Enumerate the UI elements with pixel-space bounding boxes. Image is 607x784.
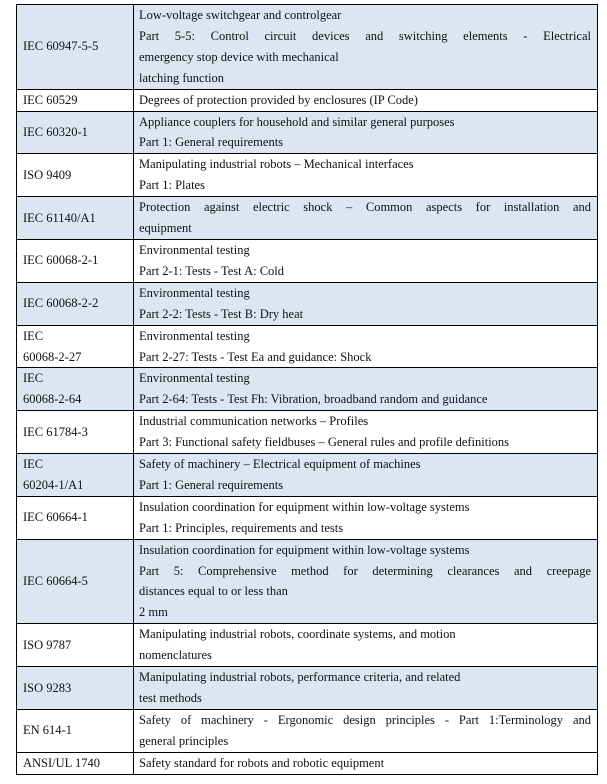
standard-description-line: Part 1: General requirements — [139, 135, 284, 150]
standard-code-cell — [17, 539, 134, 624]
standard-description-line: Part 1: Principles, requirements and tests — [139, 520, 344, 535]
standard-code-cell — [17, 239, 134, 282]
standard-description-line: Manipulating industrial robots – Mechanical interfaces — [139, 157, 414, 172]
standard-code: 60204-1/A1 — [23, 477, 84, 492]
standard-description-line: Industrial communication networks – Profiles — [139, 414, 369, 429]
standard-code-cell — [17, 154, 134, 197]
table-row — [17, 197, 598, 240]
standard-code: IEC — [23, 328, 44, 343]
standard-description-cell — [134, 624, 598, 667]
standard-code: ISO 9787 — [23, 637, 72, 652]
standard-description-cell — [134, 5, 598, 90]
standard-code-cell — [17, 411, 134, 454]
standard-description-line: Degrees of protection provided by enclosures (IP Code) — [139, 92, 418, 107]
standard-description-line: general principles — [139, 733, 229, 748]
standard-description-cell — [134, 752, 598, 774]
table-row — [17, 496, 598, 539]
standard-description-line: Environmental testing — [139, 242, 250, 257]
standard-description-line: emergency stop device with mechanical — [139, 49, 339, 64]
standard-description-cell — [134, 325, 598, 368]
standard-code: IEC 60320-1 — [23, 124, 88, 139]
standard-description-cell — [134, 667, 598, 710]
standard-code: IEC — [23, 371, 44, 386]
standard-description-line: Part 1: Plates — [139, 178, 205, 193]
table-row — [17, 154, 598, 197]
standard-code-cell — [17, 111, 134, 154]
table-row — [17, 368, 598, 411]
standard-description-line: Protection against electric shock – Common aspects for installation and — [139, 200, 591, 215]
standard-description-line: Part 5-5: Control circuit devices and switching elements - Electrical — [139, 28, 591, 43]
standard-code-cell — [17, 5, 134, 90]
standard-code: IEC 60068-2-1 — [23, 253, 99, 268]
table-row — [17, 709, 598, 752]
standard-code-cell — [17, 752, 134, 774]
table-row — [17, 89, 598, 111]
standard-code: IEC 60529 — [23, 92, 78, 107]
standard-code: IEC 60947-5-5 — [23, 39, 99, 54]
standard-description-cell — [134, 368, 598, 411]
standard-description-line: distances equal to or less than — [139, 584, 288, 599]
table-row — [17, 667, 598, 710]
standard-description-cell — [134, 539, 598, 624]
standard-description-line: Manipulating industrial robots, performance criteria, and related — [139, 670, 461, 685]
standard-description-cell — [134, 197, 598, 240]
table-row — [17, 411, 598, 454]
table-row — [17, 539, 598, 624]
standard-code: IEC 61784-3 — [23, 424, 88, 439]
standard-description-line: Part 2-27: Tests - Test Ea and guidance: Shock — [139, 349, 372, 364]
standard-description-line: Environmental testing — [139, 328, 250, 343]
standard-description-line: equipment — [139, 221, 192, 236]
standard-description-line: Part 1: General requirements — [139, 477, 284, 492]
standard-code-cell — [17, 197, 134, 240]
standard-description-cell — [134, 111, 598, 154]
standard-description-cell — [134, 239, 598, 282]
standard-code: EN 614-1 — [23, 723, 72, 738]
standard-code: IEC — [23, 457, 44, 472]
standard-code: 60068-2-27 — [23, 349, 82, 364]
table-row — [17, 624, 598, 667]
standard-code-cell — [17, 496, 134, 539]
standard-description-line: Environmental testing — [139, 285, 250, 300]
standard-code: ISO 9283 — [23, 680, 72, 695]
standard-code-cell — [17, 624, 134, 667]
standard-description-line: Safety of machinery - Ergonomic design principles - Part 1:Terminology and — [139, 712, 591, 727]
standard-description-line: Insulation coordination for equipment within low-voltage systems — [139, 542, 470, 557]
standard-code-cell — [17, 368, 134, 411]
standard-code-cell — [17, 325, 134, 368]
standard-description-cell — [134, 454, 598, 497]
standard-description-line: Manipulating industrial robots, coordinate systems, and motion — [139, 627, 456, 642]
standard-description-cell — [134, 154, 598, 197]
standard-description-line: Insulation coordination for equipment within low-voltage systems — [139, 499, 470, 514]
standard-description-cell — [134, 89, 598, 111]
table-row — [17, 325, 598, 368]
standards-table — [16, 4, 598, 775]
standard-description-line: Part 5: Comprehensive method for determining clearances and creepage — [139, 563, 591, 578]
standard-description-line: nomenclatures — [139, 648, 212, 663]
standard-description-line: Appliance couplers for household and similar general purposes — [139, 114, 455, 129]
standard-code-cell — [17, 89, 134, 111]
standard-code: IEC 60664-5 — [23, 574, 88, 589]
table-row — [17, 5, 598, 90]
standard-code-cell — [17, 667, 134, 710]
standard-description-cell — [134, 282, 598, 325]
standard-description-line: Part 3: Functional safety fieldbuses – General rules and profile definitions — [139, 435, 510, 450]
table-row — [17, 454, 598, 497]
standard-description-line: Safety of machinery – Electrical equipment of machines — [139, 457, 421, 472]
standard-description-cell — [134, 411, 598, 454]
table-row — [17, 752, 598, 774]
standard-code-cell — [17, 282, 134, 325]
standard-description-cell — [134, 709, 598, 752]
standard-code: ANSI/UL 1740 — [23, 755, 100, 770]
table-row — [17, 239, 598, 282]
standards-table-body — [17, 5, 598, 775]
standard-description-line: Part 2-1: Tests - Test A: Cold — [139, 263, 285, 278]
standard-description-line: Low-voltage switchgear and controlgear — [139, 8, 342, 22]
standard-code-cell — [17, 709, 134, 752]
standard-code: IEC 60068-2-2 — [23, 296, 99, 311]
standard-code: IEC 61140/A1 — [23, 210, 96, 225]
standard-code: 60068-2-64 — [23, 392, 82, 407]
standard-description-line: test methods — [139, 691, 202, 705]
standard-description-line: Safety standard for robots and robotic equipment — [139, 755, 385, 770]
standard-code: ISO 9409 — [23, 167, 72, 182]
standard-description-cell — [134, 496, 598, 539]
standard-code: IEC 60664-1 — [23, 510, 88, 525]
standard-description-line: 2 mm — [139, 605, 168, 620]
standard-description-line: Part 2-64: Tests - Test Fh: Vibration, broadband random and guidance — [139, 392, 488, 407]
standard-description-line: Part 2-2: Tests - Test B: Dry heat — [139, 306, 304, 321]
table-row — [17, 282, 598, 325]
standard-description-line: latching function — [139, 70, 225, 85]
standard-code-cell — [17, 454, 134, 497]
standard-description-line: Environmental testing — [139, 371, 250, 386]
table-row — [17, 111, 598, 154]
